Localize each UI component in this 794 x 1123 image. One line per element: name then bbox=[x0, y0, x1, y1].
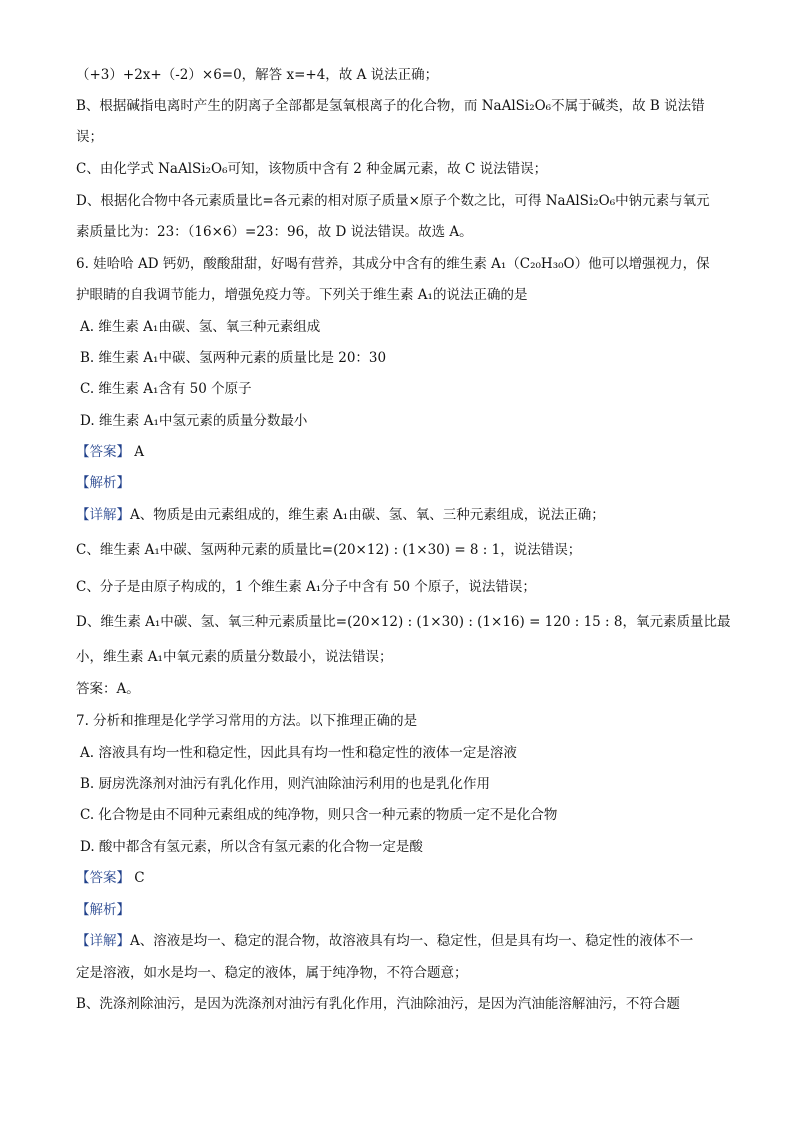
analysis-7 bbox=[76, 901, 130, 919]
detail-label: 【详解】 bbox=[76, 933, 130, 949]
solution-line: （+3）+2x+（-2）×6=0，解答 x=+4，故 A 说法正确； bbox=[76, 67, 439, 83]
question-6-stem: 6. 娃哈哈 AD 钙奶，酸酸甜甜，好喝有营养，其成分中含有的维生素 A₁（C₂₀H₃₀O）他可以增强视力，保 bbox=[76, 256, 710, 272]
detail-7-line: B、洗涤剂除油污，是因为洗涤剂对油污有乳化作用，汽油除油污，是因为汽油能溶解油污，不符合题 bbox=[76, 996, 680, 1012]
answer-value: A bbox=[134, 444, 145, 460]
answer-7 bbox=[76, 869, 145, 887]
question-7-option-a: A. 溶液具有均一性和稳定性，因此具有均一性和稳定性的液体一定是溶液 bbox=[80, 745, 517, 761]
answer-label: 【答案】 bbox=[76, 870, 130, 886]
question-6-option-b: B. 维生素 A₁中碳、氢两种元素的质量比是 20：30 bbox=[80, 350, 387, 366]
question-6-option-a: A. 维生素 A₁由碳、氢、氧三种元素组成 bbox=[80, 319, 321, 335]
analysis-label: 【解析】 bbox=[76, 475, 130, 491]
detail-6-line: 小，维生素 A₁中氧元素的质量分数最小，说法错误； bbox=[76, 649, 393, 665]
solution-line: C、由化学式 NaAlSi₂O₆可知，该物质中含有 2 种金属元素，故 C 说法错误； bbox=[76, 161, 548, 177]
detail-text: A、溶液是均一、稳定的混合物，故溶液具有均一、稳定性，但是具有均一、稳定性的液体不一 bbox=[130, 933, 694, 949]
answer-label: 【答案】 bbox=[76, 444, 130, 460]
question-6-stem: 护眼睛的自我调节能力，增强免疫力等。下列关于维生素 A₁的说法正确的是 bbox=[76, 287, 528, 303]
solution-line: 素质量比为：23：（16×6）=23：96，故 D 说法错误。故选 A。 bbox=[76, 224, 473, 240]
analysis-6 bbox=[76, 474, 130, 492]
question-7-option-c: C. 化合物是由不同种元素组成的纯净物，则只含一种元素的物质一定不是化合物 bbox=[80, 807, 558, 823]
answer-value: C bbox=[134, 870, 145, 886]
detail-7-line: 定是溶液，如水是均一、稳定的液体，属于纯净物，不符合题意； bbox=[76, 965, 468, 981]
detail-6-line: D、维生素 A₁中碳、氢、氧三种元素质量比=(20×12) : (1×30) : (1×16) = 120 : 15 : 8，氧元素质量比最 bbox=[76, 614, 731, 630]
detail-6-line: 答案：A。 bbox=[76, 681, 140, 697]
detail-label: 【详解】 bbox=[76, 507, 130, 523]
solution-line: D、根据化合物中各元素质量比=各元素的相对原子质量×原子个数之比，可得 NaAlSi₂O₆中钠元素与氧元 bbox=[76, 193, 710, 209]
question-7-option-d: D. 酸中都含有氢元素，所以含有氢元素的化合物一定是酸 bbox=[80, 839, 423, 855]
question-7-option-b: B. 厨房洗涤剂对油污有乳化作用，则汽油除油污利用的也是乳化作用 bbox=[80, 776, 491, 792]
detail-text: A、物质是由元素组成的，维生素 A₁由碳、氢、氧、三种元素组成，说法正确； bbox=[130, 507, 605, 523]
detail-7-line bbox=[76, 932, 693, 950]
question-6-option-c: C. 维生素 A₁含有 50 个原子 bbox=[80, 381, 252, 397]
detail-6-line: C、维生素 A₁中碳、氢两种元素的质量比=(20×12) : (1×30) = 8 : 1，说法错误； bbox=[76, 542, 582, 558]
detail-6-line bbox=[76, 506, 605, 524]
question-6-option-d: D. 维生素 A₁中氢元素的质量分数最小 bbox=[80, 413, 308, 429]
solution-line: B、根据碱指电离时产生的阴离子全部都是氢氧根离子的化合物，而 NaAlSi₂O₆不属于碱类，故 B 说法错 bbox=[76, 98, 705, 114]
question-7-stem: 7. 分析和推理是化学学习常用的方法。以下推理正确的是 bbox=[76, 713, 418, 729]
answer-6 bbox=[76, 443, 144, 461]
detail-6-line: C、分子是由原子构成的，1 个维生素 A₁分子中含有 50 个原子，说法错误； bbox=[76, 579, 536, 595]
analysis-label: 【解析】 bbox=[76, 902, 130, 918]
solution-line: 误； bbox=[76, 129, 103, 145]
